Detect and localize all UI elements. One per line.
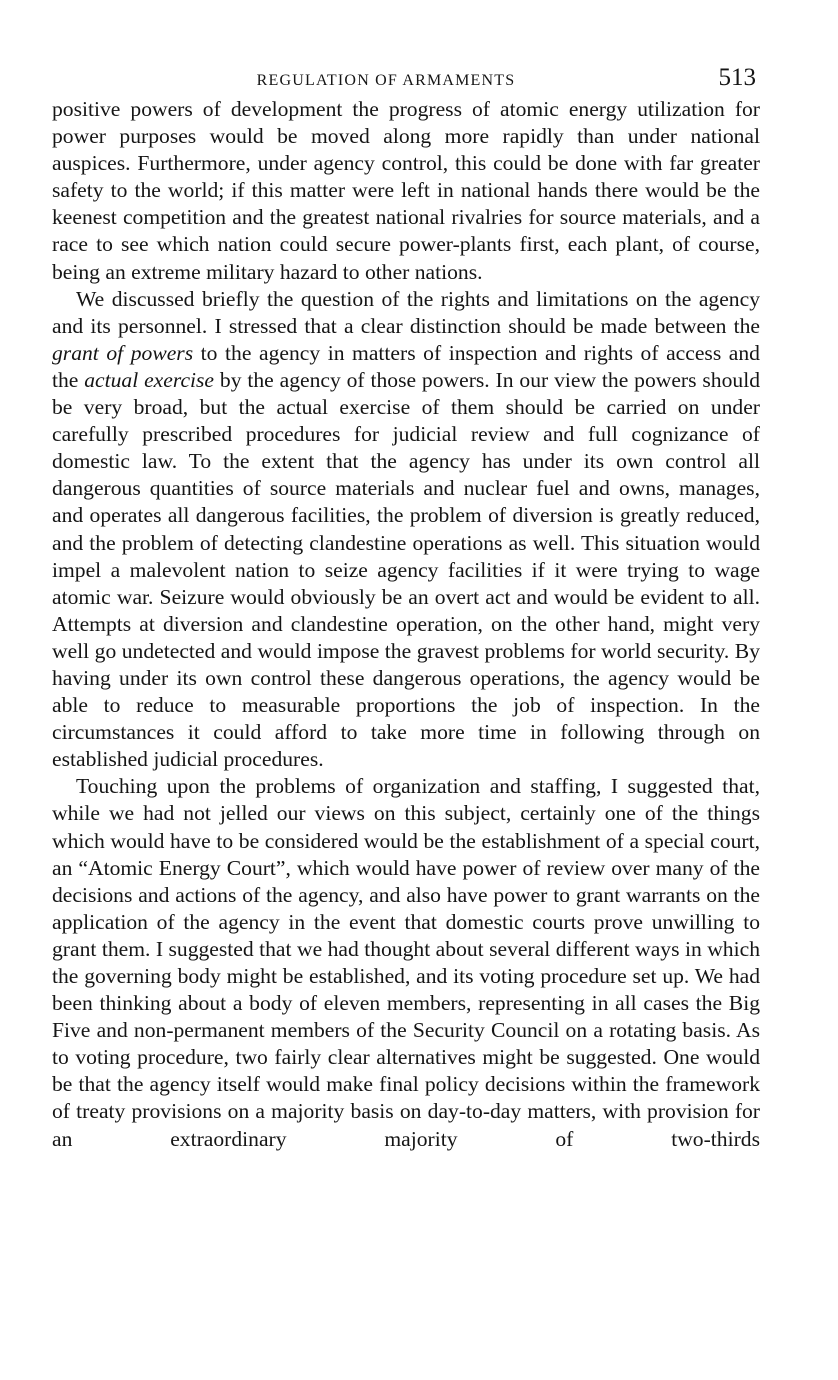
document-page (52, 62, 760, 1153)
paragraph-3: Touching upon the problems of organization and staffing, I suggested that, while we had not jelled our views on this subject, certainly one of the things which would have to be considered would be the establishment of a special court, an “Atomic Energy Court”, which would have power of review over many of the decisions and actions of the agency, and also have power to grant warrants on the application of the agency in the event that domestic courts prove unwilling to grant them. I suggested that we had thought about several different ways in which the governing body might be established, and its voting procedure set up. We had been thinking about a body of eleven members, representing in all cases the Big Five and non-permanent members of the Security Council on a rotating basis. As to voting procedure, two fairly clear alternatives might be suggested. One would be that the agency itself would make final policy decisions within the framework of treaty provisions on a majority basis on day-to-day matters, with provision for an extraordinary majority of two-thirds (52, 774, 760, 1151)
running-head (52, 62, 760, 96)
body-text (52, 96, 760, 1153)
emphasis-actual-exercise: actual exercise (84, 367, 215, 392)
paragraph-1: positive powers of development the progress of atomic energy utilization for power purposes would be moved along more rapidly than under national auspices. Furthermore, under agency control, this could be done with far greater safety to the world; if this matter were left in national hands there would be the keenest competition and the greatest national rivalries for source materials, and a race to see which nation could secure power-plants first, each plant, of course, being an extreme military hazard to other nations. (52, 97, 760, 284)
paragraph-2-part-3: by the agency of those powers. In our view the powers should be very broad, but the actual exercise of them should be carried on under carefully prescribed procedures for judicial review and full cognizance of domestic law. To the extent that the agency has under its own control all dangerous quantities of source materials and nuclear fuel and owns, manages, and operates all dangerous facilities, the problem of diversion is greatly reduced, and the problem of detecting clandestine operations as well. This situation would impel a malevolent nation to seize agency facilities if it were trying to wage atomic war. Seizure would obviously be an overt act and would be evident to all. Attempts at diversion and clandestine operation, on the other hand, might very well go undetected and would impose the gravest problems for world security. By having under its own control these dangerous operations, the agency would be able to reduce to measurable proportions the job of inspection. In the circumstances it could afford to take more time in following through on established judicial procedures. (52, 367, 760, 772)
page-number: 513 (718, 64, 756, 91)
paragraph-2-part-1: We discussed briefly the question of the rights and limitations on the agency and its personnel. I stressed that a clear distinction should be made between the (52, 286, 760, 338)
emphasis-grant-of-powers: grant of powers (52, 340, 194, 365)
paragraph-2-part-2: to the agency in matters of inspection and rights of access and the (52, 340, 760, 392)
running-title: REGULATION OF ARMAMENTS (256, 72, 516, 89)
paragraph-2 (52, 286, 760, 774)
